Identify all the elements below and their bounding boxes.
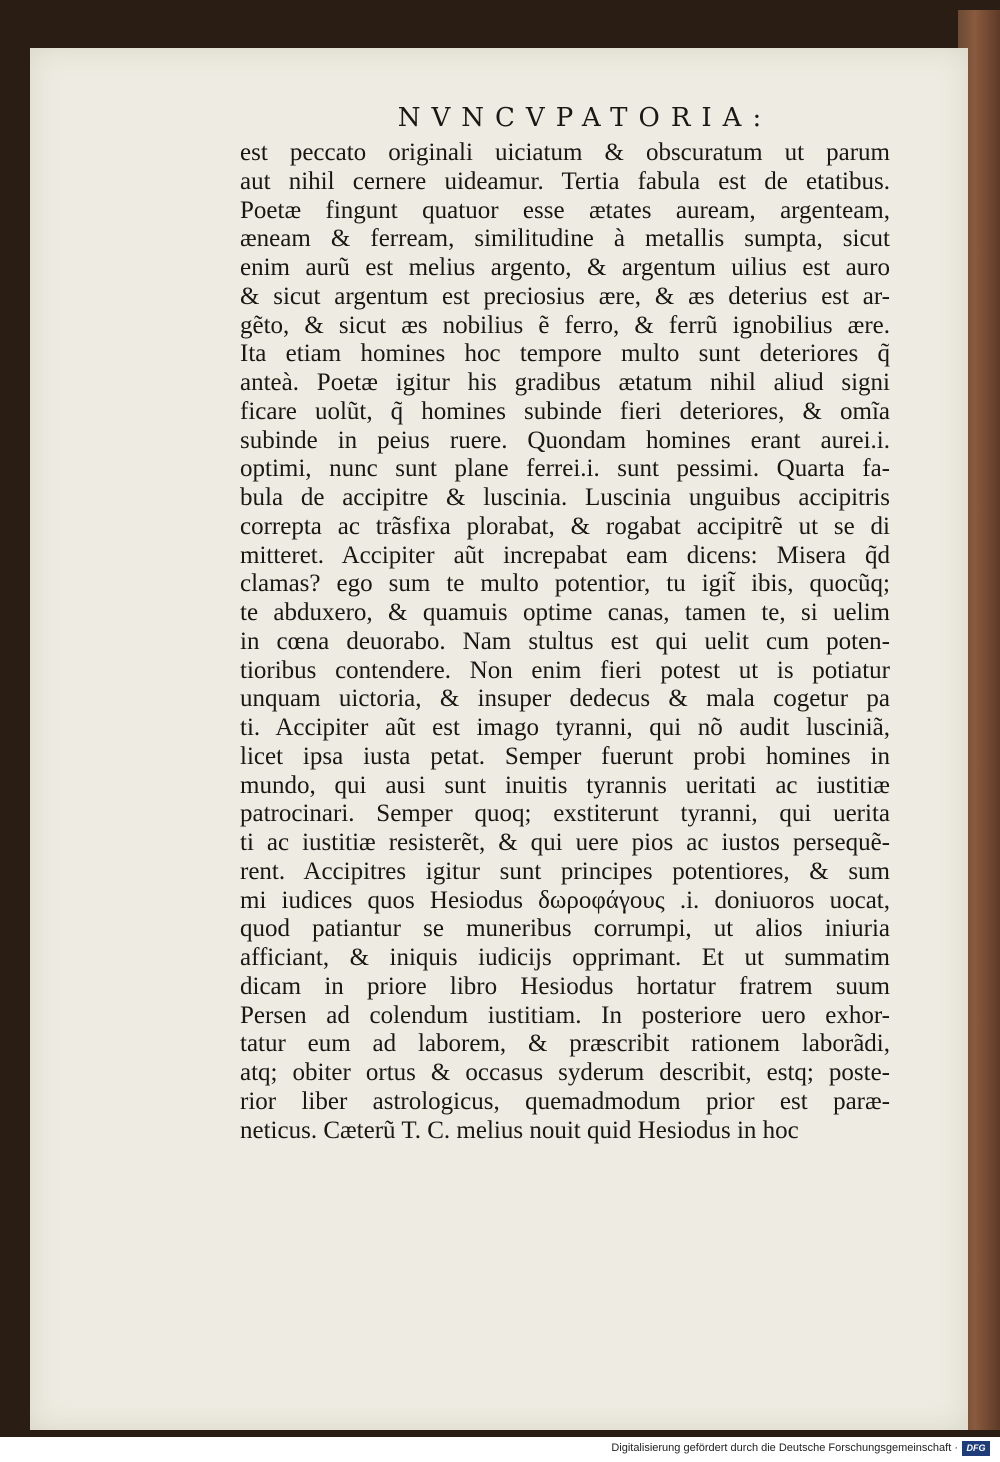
text-line: tioribus contendere. Non enim fieri potest ut is potiatur bbox=[240, 656, 890, 684]
text-line: rior liber astrologicus, quemadmodum prior est paræ- bbox=[240, 1087, 890, 1115]
footer-bar bbox=[0, 1437, 1000, 1462]
dfg-logo: DFG bbox=[962, 1441, 990, 1456]
page-text-block bbox=[240, 103, 890, 1145]
text-line: mitteret. Accipiter aũt increpabat eam dicens: Misera q̃d bbox=[240, 541, 890, 569]
running-head: NVNCVPATORIA: bbox=[397, 103, 773, 133]
text-line: Poetæ fingunt quatuor esse ætates auream, argenteam, bbox=[240, 196, 890, 224]
text-line: rent. Accipitres igitur sunt principes potentiores, & sum bbox=[240, 857, 890, 885]
text-line: Persen ad colendum iustitiam. In posteriore uero exhor- bbox=[240, 1001, 890, 1029]
text-line: dicam in priore libro Hesiodus hortatur fratrem suum bbox=[240, 972, 890, 1000]
text-line: correpta ac trãsfixa plorabat, & rogabat accipitrẽ ut se di bbox=[240, 512, 890, 540]
text-line: Ita etiam homines hoc tempore multo sunt deteriores q̃ bbox=[240, 340, 890, 368]
text-line: bula de accipitre & luscinia. Luscinia unguibus accipitris bbox=[240, 484, 890, 511]
text-line: neticus. Cæterũ T. C. melius nouit quid Hesiodus in hoc bbox=[240, 1116, 799, 1144]
text-line: subinde in peius ruere. Quondam homines erant aurei.i. bbox=[240, 426, 890, 454]
text-line: in cœna deuorabo. Nam stultus est qui uelit cum poten- bbox=[240, 627, 890, 655]
text-line: atq; obiter ortus & occasus syderum describit, estq; poste- bbox=[240, 1059, 890, 1086]
book-page bbox=[30, 48, 968, 1430]
text-line: est peccato originali uiciatum & obscuratum ut parum bbox=[240, 139, 890, 166]
text-line: patrocinari. Semper quoq; exstiterunt tyranni, qui uerita bbox=[240, 800, 890, 828]
text-line: ti ac iustitiæ resisterẽt, & qui uere pios ac iustos persequẽ- bbox=[240, 829, 890, 856]
text-line: optimi, nunc sunt plane ferrei.i. sunt pessimi. Quarta fa- bbox=[240, 455, 890, 483]
text-line: & sicut argentum est preciosius ære, & æs deterius est ar- bbox=[240, 282, 890, 310]
text-line: ti. Accipiter aũt est imago tyranni, qui nõ audit lusciniã, bbox=[240, 714, 890, 741]
text-line: licet ipsa iusta petat. Semper fuerunt probi homines in bbox=[240, 742, 890, 770]
text-line: mundo, qui ausi sunt inuitis tyrannis ueritati ac iustitiæ bbox=[240, 771, 890, 799]
text-line: ficare uolũt, q̃ homines subinde fieri deteriores, & omĩa bbox=[240, 397, 890, 425]
text-line: unquam uictoria, & insuper dedecus & mala cogetur pa bbox=[240, 685, 890, 713]
text-line: aut nihil cernere uideamur. Tertia fabula est de etatibus. bbox=[240, 167, 890, 195]
text-line: tatur eum ad laborem, & præscribit rationem laborãdi, bbox=[240, 1030, 890, 1058]
text-line: afficiant, & iniquis iudicijs opprimant. Et ut summatim bbox=[240, 944, 890, 971]
text-line: anteà. Poetæ igitur his gradibus ætatum nihil aliud signi bbox=[240, 369, 890, 396]
footer-credit: Digitalisierung gefördert durch die Deutsche Forschungsgemeinschaft · bbox=[611, 1442, 958, 1454]
text-line: enim aurũ est melius argento, & argentum uilius est auro bbox=[240, 254, 890, 281]
text-line: mi iudices quos Hesiodus δωροφάγους .i. doniuoros uocat, bbox=[240, 886, 890, 914]
text-body bbox=[240, 139, 890, 1145]
text-line: æneam & ferream, similitudine à metallis sumpta, sicut bbox=[240, 225, 890, 253]
text-line: clamas? ego sum te multo potentior, tu igit̃ ibis, quocũq; bbox=[240, 570, 890, 598]
text-line: quod patiantur se muneribus corrumpi, ut alios iniuria bbox=[240, 915, 890, 943]
text-line: gẽto, & sicut æs nobilius ẽ ferro, & ferrũ ignobilius ære. bbox=[240, 311, 890, 339]
text-line: te abduxero, & quamuis optime canas, tamen te, si uelim bbox=[240, 599, 890, 626]
